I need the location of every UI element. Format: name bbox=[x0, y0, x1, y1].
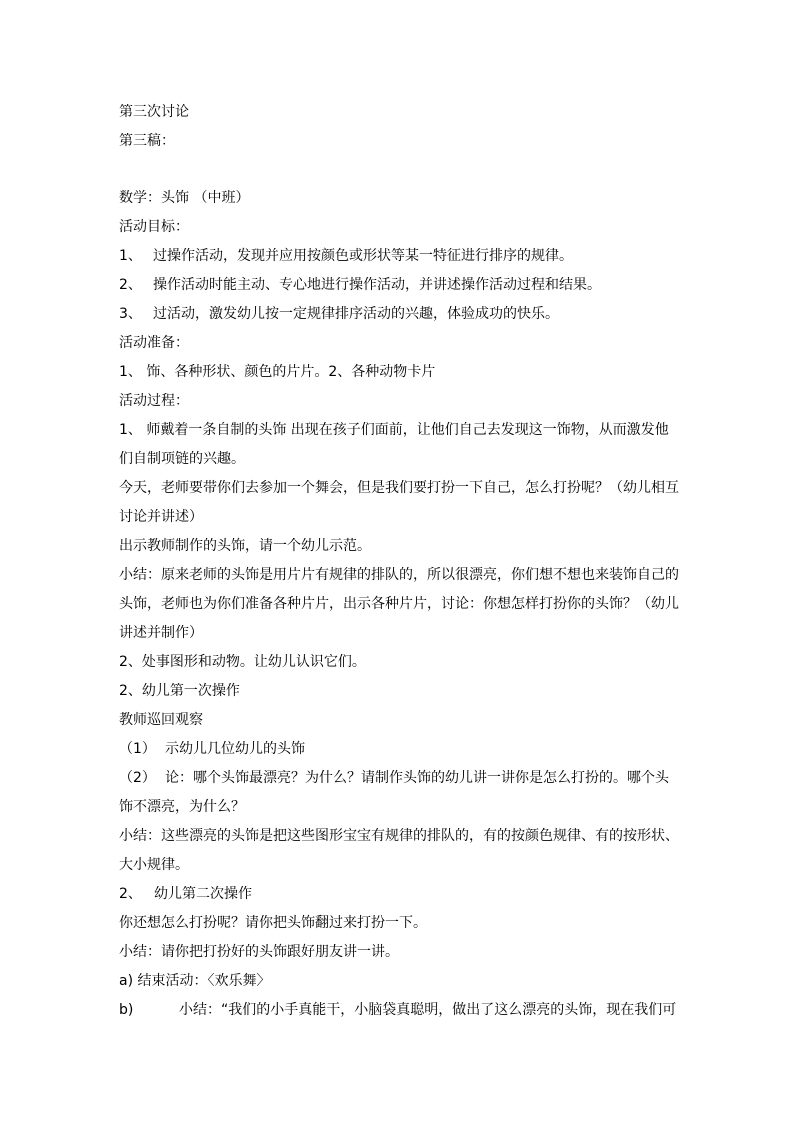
item-text: 示幼儿几位幼儿的头饰 bbox=[165, 741, 305, 757]
paragraph-line: 们自制项链的兴趣。 bbox=[119, 451, 245, 467]
paragraph-line: 讨论并讲述） bbox=[119, 509, 203, 525]
numbered-item bbox=[119, 735, 679, 764]
paragraph-line: 出示教师制作的头饰，请一个幼儿示范。 bbox=[119, 538, 371, 554]
paragraph-line: 讲述并制作） bbox=[119, 625, 203, 641]
goal-number: 3、 bbox=[119, 306, 142, 322]
process-label: 活动过程： bbox=[119, 393, 189, 409]
item-number: 2、 bbox=[119, 886, 142, 902]
prep-line: 1、 饰、各种形状、颜色的片片。2、各种动物卡片 bbox=[119, 364, 436, 380]
prep-label: 活动准备： bbox=[119, 335, 189, 351]
item-number: （2） bbox=[119, 770, 156, 786]
item-number: （1） bbox=[119, 741, 156, 757]
goal-number: 1、 bbox=[119, 248, 142, 264]
goals-label: 活动目标： bbox=[119, 219, 189, 235]
paragraph-line: 小结：这些漂亮的头饰是把这些图形宝宝有规律的排队的，有的按颜色规律、有的按形状、 bbox=[119, 828, 679, 844]
paragraph-line: 2、处事图形和动物。让幼儿认识它们。 bbox=[119, 654, 366, 670]
heading-draft: 第三稿： bbox=[119, 133, 175, 149]
paragraph-line: 教师巡回观察 bbox=[119, 712, 203, 728]
paragraph-line: a) 结束活动：〈欢乐舞〉 bbox=[119, 973, 271, 989]
numbered-item bbox=[119, 880, 679, 909]
goal-text: 操作活动时能主动、专心地进行操作活动，并讲述操作活动过程和结果。 bbox=[153, 277, 601, 293]
item-text: 小结：“我们的小手真能干，小脑袋真聪明，做出了这么漂亮的头饰，现在我们可 bbox=[179, 1002, 677, 1018]
paragraph-line: 2、幼儿第一次操作 bbox=[119, 683, 240, 699]
paragraph-line: 1、 师戴着一条自制的头饰 出现在孩子们面前，让他们自己去发现这一饰物，从而激发他 bbox=[119, 422, 669, 438]
paragraph-line: 小结：原来老师的头饰是用片片有规律的排队的，所以很漂亮，你们想不想也来装饰自己的 bbox=[119, 567, 679, 583]
goal-text: 过操作活动，发现并应用按颜色或形状等某一特征进行排序的规律。 bbox=[153, 248, 573, 264]
blank-line bbox=[119, 156, 679, 184]
paragraph-line: 头饰，老师也为你们准备各种片片，出示各种片片，讨论：你想怎样打扮你的头饰？（幼儿 bbox=[119, 596, 679, 612]
goal-number: 2、 bbox=[119, 277, 142, 293]
item-text: 幼儿第二次操作 bbox=[154, 886, 252, 902]
lesson-title: 数学：头饰 （中班） bbox=[119, 190, 250, 206]
item-number: b) bbox=[119, 1002, 134, 1018]
paragraph-line: 小结：请你把打扮好的头饰跟好朋友讲一讲。 bbox=[119, 944, 399, 960]
paragraph-line: 你还想怎么打扮呢？请你把头饰翻过来打扮一下。 bbox=[119, 915, 427, 931]
numbered-item bbox=[119, 764, 679, 793]
item-text: 论：哪个头饰最漂亮？为什么？请制作头饰的幼儿讲一讲你是怎么打扮的。哪个头 bbox=[165, 770, 669, 786]
goal-item bbox=[119, 242, 679, 271]
paragraph-line: 饰不漂亮，为什么？ bbox=[119, 799, 245, 815]
goal-item bbox=[119, 300, 679, 329]
document-body bbox=[119, 98, 679, 1025]
heading-discussion: 第三次讨论 bbox=[119, 104, 189, 120]
goal-text: 过活动，激发幼儿按一定规律排序活动的兴趣，体验成功的快乐。 bbox=[153, 306, 559, 322]
paragraph-line: 大小规律。 bbox=[119, 857, 189, 873]
paragraph-line: 今天，老师要带你们去参加一个舞会，但是我们要打扮一下自己，怎么打扮呢？（幼儿相互 bbox=[119, 480, 679, 496]
numbered-item bbox=[119, 996, 679, 1025]
goal-item bbox=[119, 271, 679, 300]
